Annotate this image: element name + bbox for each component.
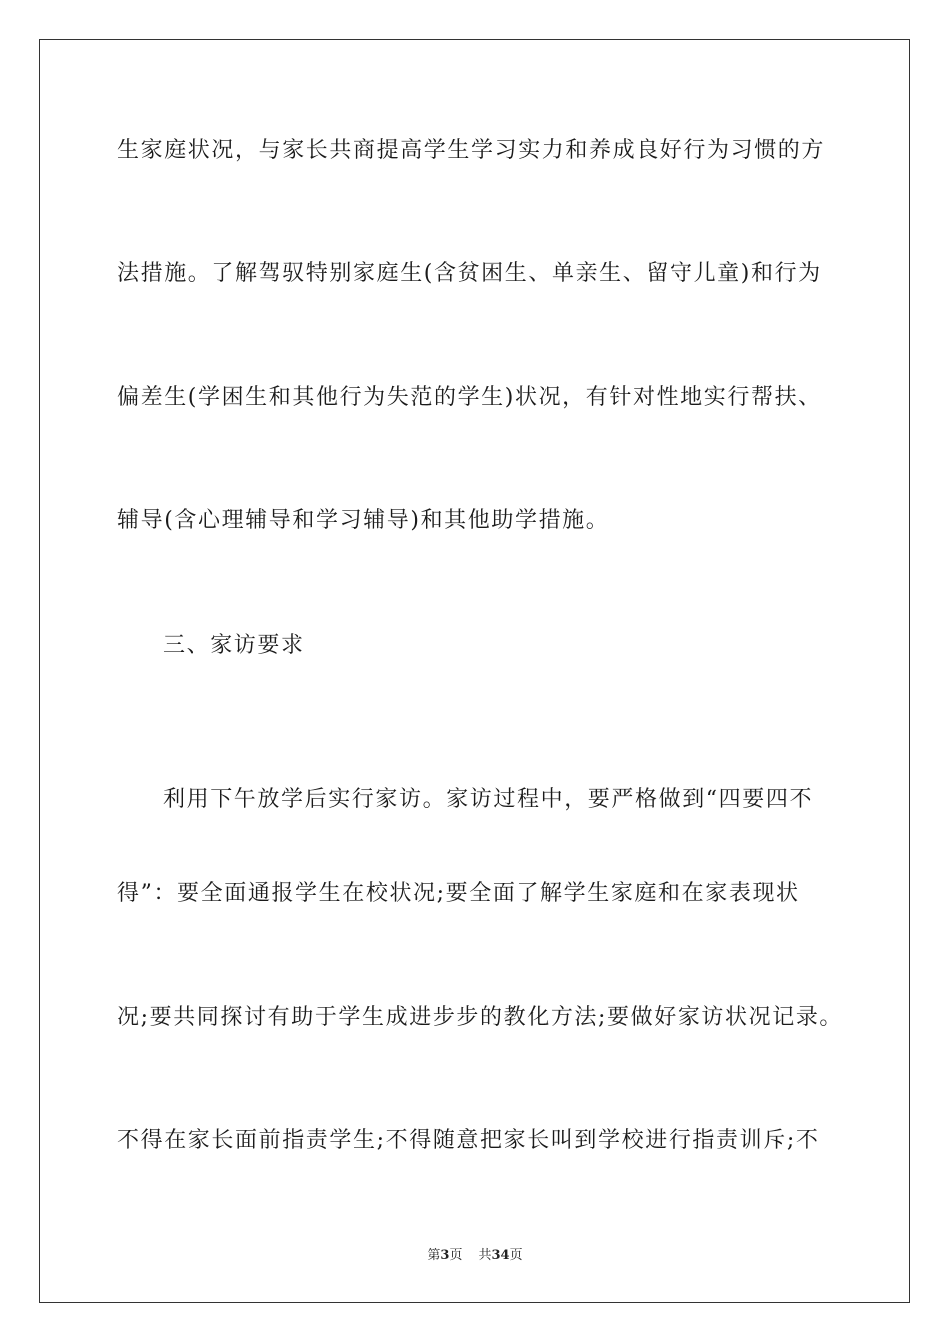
section-heading: 三、家访要求 xyxy=(163,633,305,658)
body-text-line-7: 得”：要全面通报学生在校状况;要全面了解学生家庭和在家表现状 xyxy=(117,881,800,906)
page-prefix: 第 xyxy=(427,1248,441,1263)
body-text-line-2: 法措施。了解驾驭特别家庭生(含贫困生、单亲生、留守儿童)和行为 xyxy=(117,261,822,286)
total-suffix: 页 xyxy=(509,1248,523,1263)
body-text-line-9: 不得在家长面前指责学生;不得随意把家长叫到学校进行指责训斥;不 xyxy=(117,1128,820,1153)
body-text-line-3: 偏差生(学困生和其他行为失范的学生)状况，有针对性地实行帮扶、 xyxy=(117,385,822,410)
total-pages: 34 xyxy=(491,1248,510,1263)
total-prefix: 共 xyxy=(478,1248,492,1263)
body-text-line-1: 生家庭状况，与家长共商提高学生学习实力和养成良好行为习惯的方 xyxy=(117,138,826,163)
body-text-line-8: 况;要共同探讨有助于学生成进步步的教化方法;要做好家访状况记录。 xyxy=(117,1005,844,1030)
page-number: 3 xyxy=(440,1248,450,1263)
page-suffix: 页 xyxy=(449,1248,463,1263)
page-footer xyxy=(0,1247,950,1265)
page-border xyxy=(39,39,910,1303)
body-text-line-4: 辅导(含心理辅导和学习辅导)和其他助学措施。 xyxy=(117,508,610,533)
body-text-line-6: 利用下午放学后实行家访。家访过程中，要严格做到“四要四不 xyxy=(163,787,814,812)
